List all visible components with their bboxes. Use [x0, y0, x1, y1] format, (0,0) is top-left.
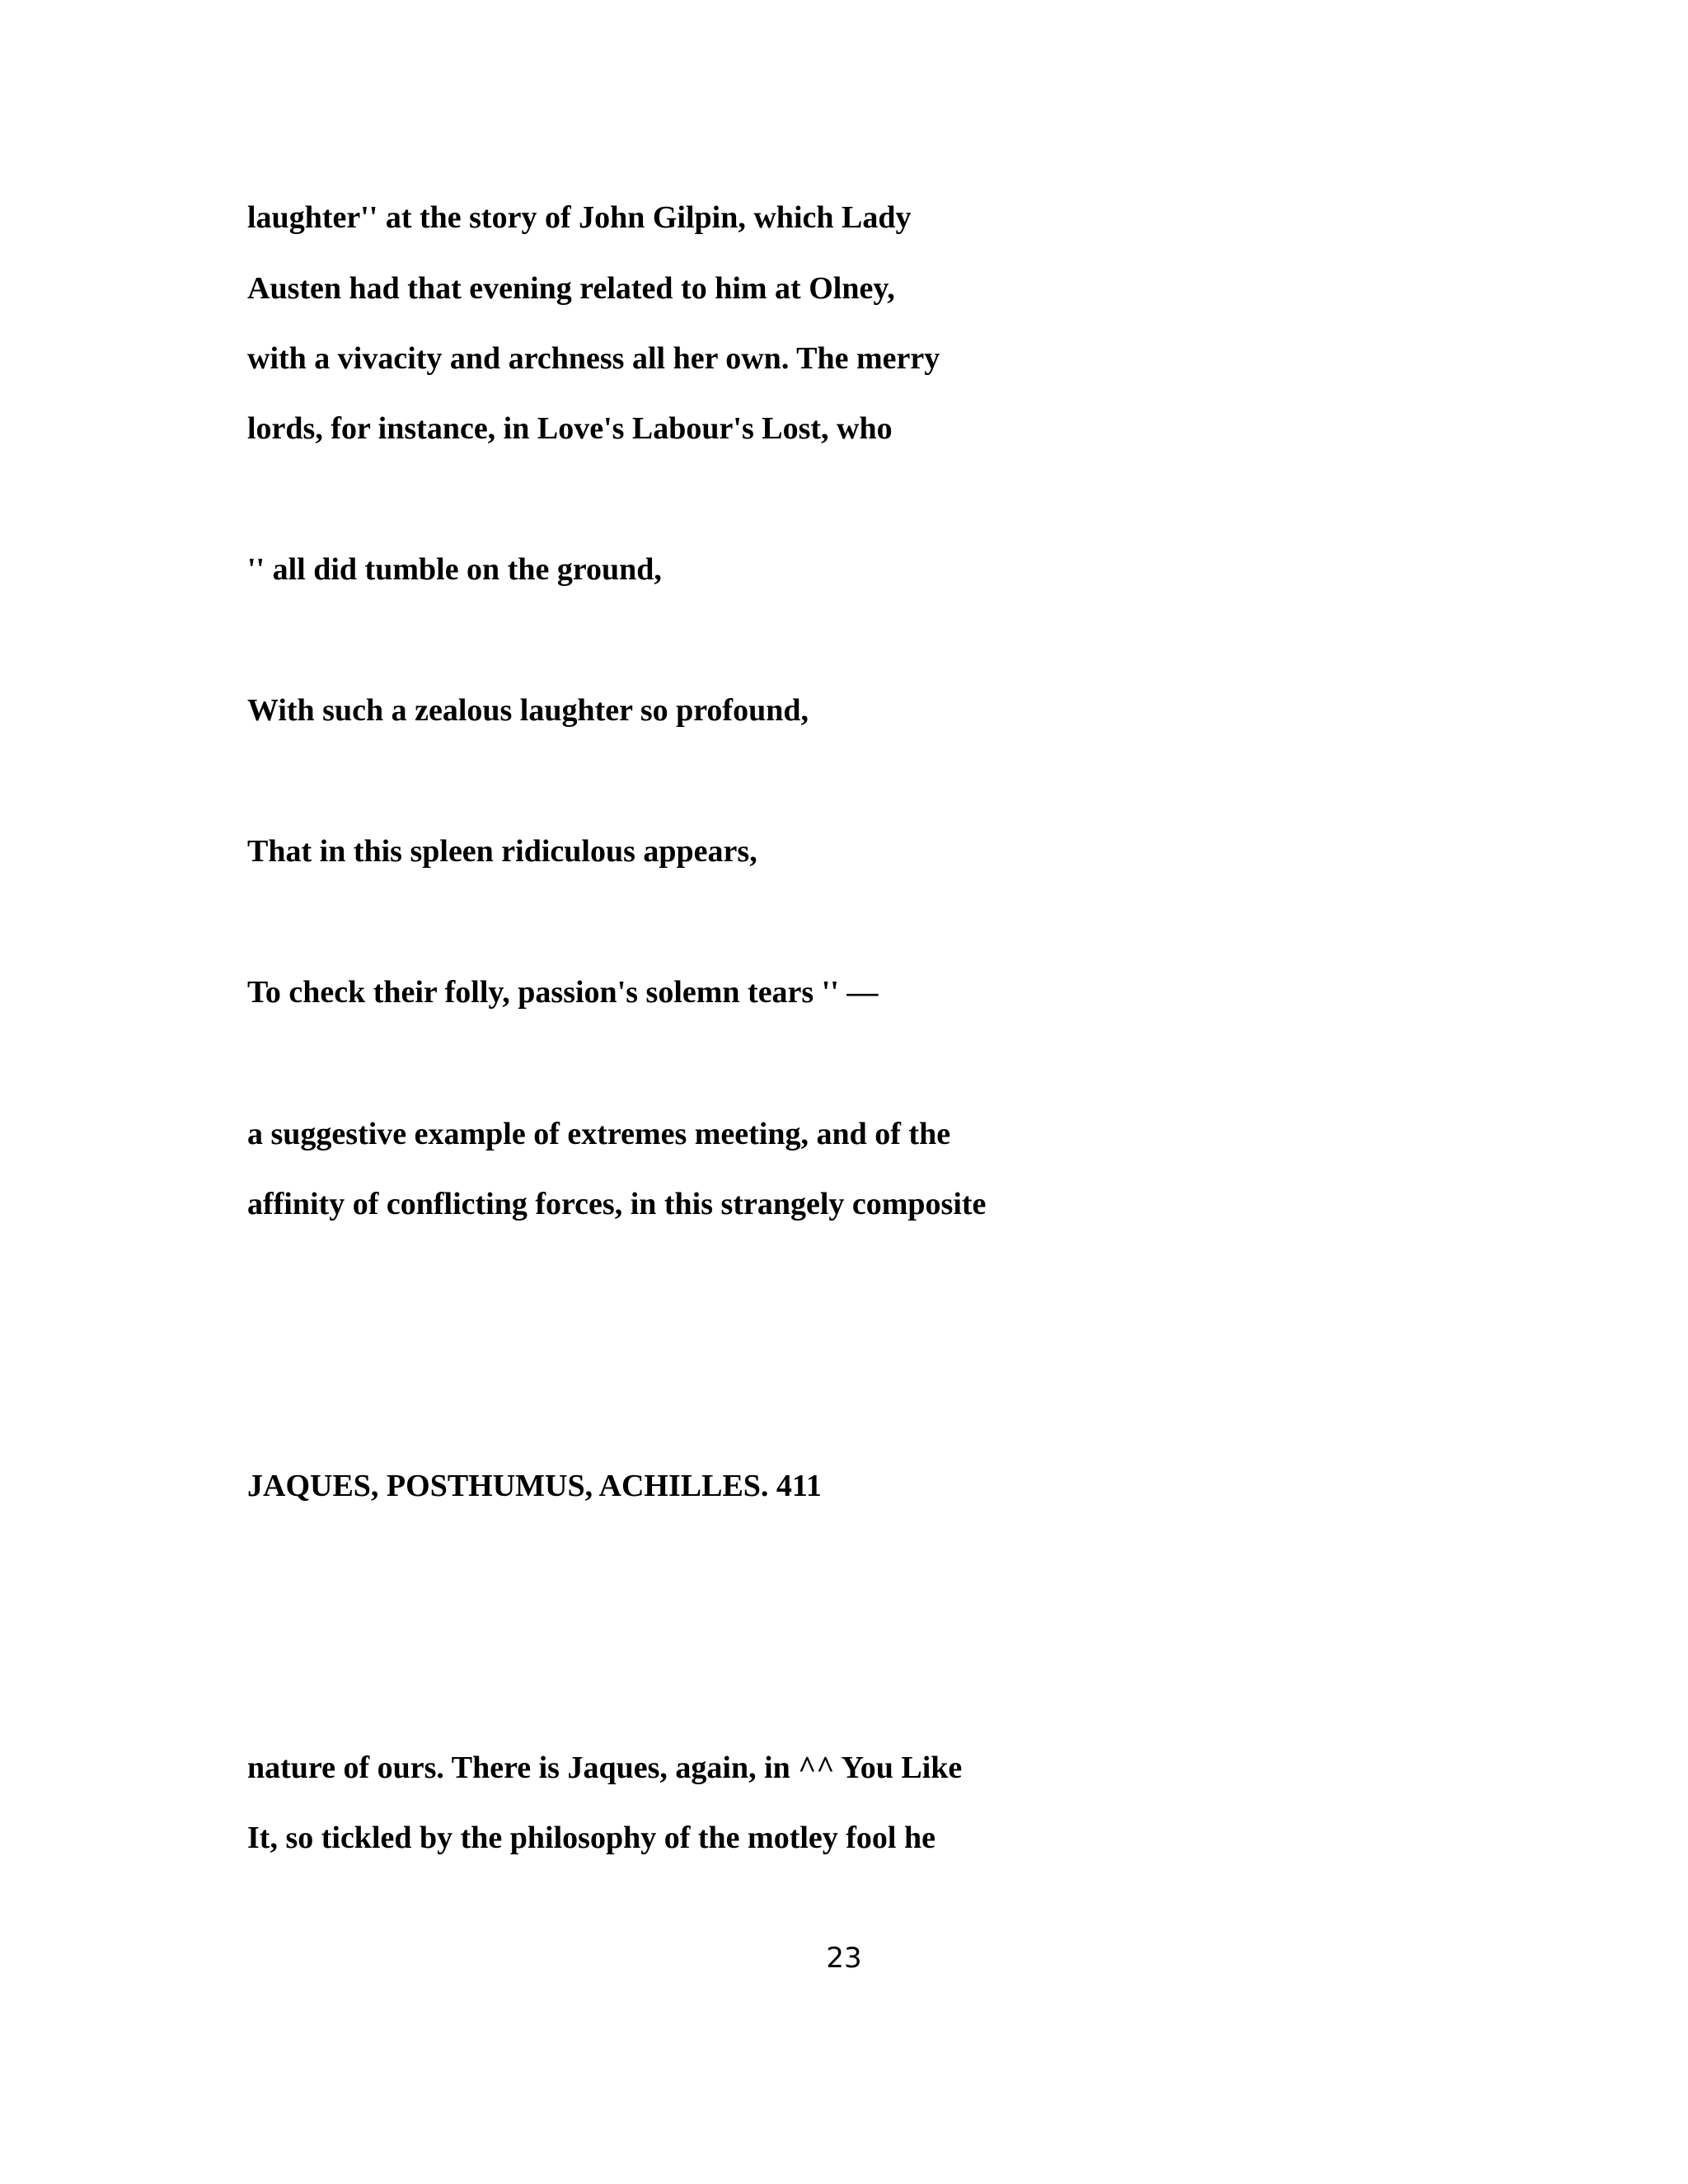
running-header: JAQUES, POSTHUMUS, ACHILLES. 411 [247, 1469, 822, 1503]
verse-line: With such a zealous laughter so profound, [247, 693, 809, 728]
text-line: Austen had that evening related to him at Olney, [247, 271, 895, 306]
text-line: nature of ours. There is Jaques, again, in ^^ You Like [247, 1750, 963, 1785]
verse-line: To check their folly, passion's solemn tears '' — [247, 975, 879, 1010]
text-line: lords, for instance, in Love's Labour's Lost, who [247, 411, 893, 446]
text-line: affinity of conflicting forces, in this strangely composite [247, 1187, 987, 1221]
text-line: It, so tickled by the philosophy of the motley fool he [247, 1821, 935, 1855]
text-line: laughter'' at the story of John Gilpin, which Lady [247, 200, 912, 235]
text-line: a suggestive example of extremes meeting, and of the [247, 1117, 951, 1151]
text-line: with a vivacity and archness all her own. The merry [247, 341, 940, 376]
page-number: 23 [826, 1942, 862, 1975]
verse-line: '' all did tumble on the ground, [247, 552, 662, 587]
verse-line: That in this spleen ridiculous appears, [247, 834, 757, 869]
